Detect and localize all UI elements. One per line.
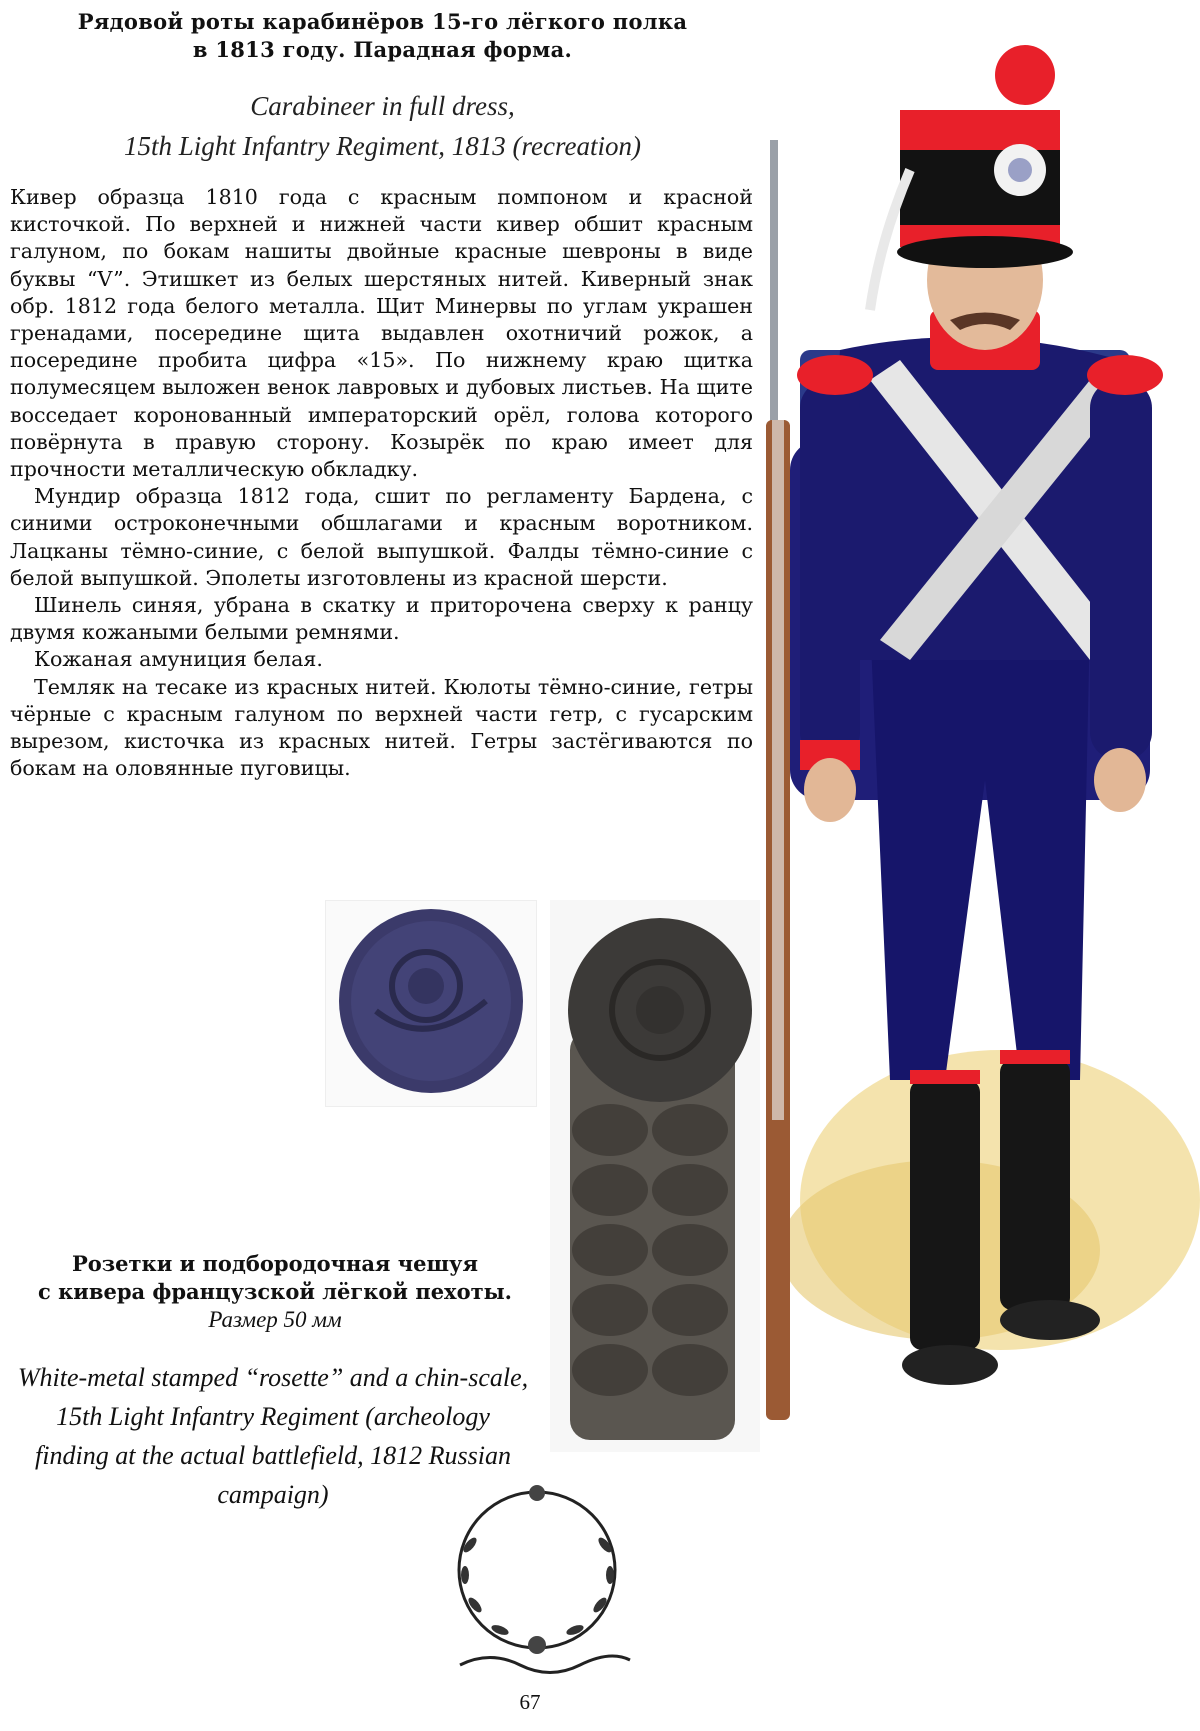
title-line-1: Рядовой роты карабинёров 15-го лёгкого полка <box>77 9 688 34</box>
page-number: 67 <box>519 1690 541 1714</box>
subtitle-line-2: 15th Light Infantry Regiment, 1813 (recreation) <box>124 131 641 161</box>
paragraph-trousers: Темляк на тесаке из красных нитей. Кюлоты тёмно-синие, гетры чёрные с красным галуном по верхней части гетр, с гусарским вырезом, кисточка из красных нитей. Гетры застёгиваются по бокам на оловянные пуговицы. <box>10 674 753 781</box>
caption-ru-size: Размер 50 мм <box>208 1307 342 1332</box>
caption-en-line-2: 15th Light Infantry Regiment (archeology <box>56 1402 490 1431</box>
page-title <box>10 8 755 64</box>
caption-en-line-3: finding at the actual battlefield, 1812 Russian <box>35 1441 511 1470</box>
caption-en-line-4: campaign) <box>217 1480 329 1509</box>
description-text <box>10 184 753 782</box>
laurel-wreath-ornament <box>420 1475 655 1690</box>
title-line-2: в 1813 году. Парадная форма. <box>192 37 573 62</box>
chin-scale-relic-photo <box>550 900 760 1452</box>
paragraph-greatcoat: Шинель синяя, убрана в скатку и приторочена сверху к ранцу двумя кожаными белыми ремнями. <box>10 593 753 645</box>
paragraph-shako: Кивер образца 1810 года с красным помпоном и красной кисточкой. По верхней и нижней части кивер обшит красным галуном, по бокам нашиты двойные красные шевроны в виде буквы “V”. Этишкет из белых шерстяных нитей. Киверный знак обр. 1812 года белого металла. Щит Минервы по углам украшен гренадами, посередине щита выдавлен охотничий рожок, а посередине пробита цифра «15». По нижнему краю щитка полумесяцем выложен венок лавровых и дубовых листьев. На щите восседает коронованный императорский орёл, голова которого повёрнута в правую сторону. Козырёк по краю имеет для прочности металлическую обкладку. <box>10 185 753 482</box>
caption-ru-line-2: с кивера французской лёгкой пехоты. <box>38 1279 512 1304</box>
english-subtitle <box>10 86 755 166</box>
rosette-relic-photo <box>325 900 537 1107</box>
caption-en-line-1: White-metal stamped “rosette” and a chin-scale, <box>17 1363 529 1392</box>
paragraph-coat: Мундир образца 1812 года, сшит по регламенту Бардена, с синими остроконечными обшлагами и красным воротником. Лацканы тёмно-синие, с белой выпушкой. Фалды тёмно-синие с белой выпушкой. Эполеты изготовлены из красной шерсти. <box>10 484 753 590</box>
caption-ru-line-1: Розетки и подбородочная чешуя <box>71 1251 479 1276</box>
subtitle-line-1: Carabineer in full dress, <box>250 91 515 121</box>
paragraph-belts: Кожаная амуниция белая. <box>34 647 323 672</box>
relic-caption-ru <box>10 1250 540 1334</box>
soldier-illustration <box>760 20 1200 1460</box>
